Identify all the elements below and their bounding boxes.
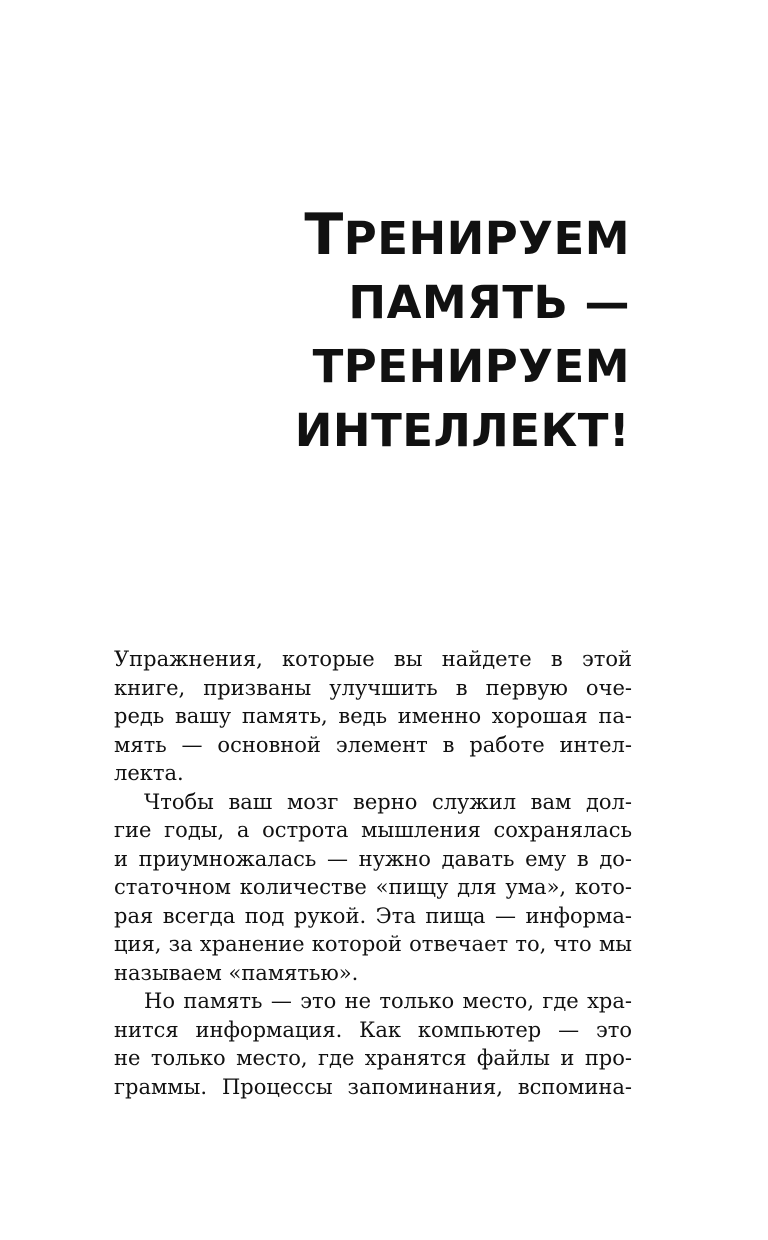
text-line: гие годы, а острота мышления сохранялась: [114, 818, 632, 842]
text-line: не только место, где хранятся файлы и про-: [114, 1046, 632, 1070]
title-line-2: ПАМЯТЬ —: [348, 276, 630, 329]
text-line: Но память — это не только место, где хра-: [144, 989, 632, 1013]
text-line: называем «памятью».: [114, 960, 359, 985]
paragraph-1: [114, 645, 632, 788]
title-line-4: ИНТЕЛЛЕКТ!: [294, 404, 630, 457]
text-line: и приумножалась — нужно давать ему в до-: [114, 846, 632, 871]
paragraph-3: [114, 987, 632, 1101]
text-line: статочном количестве «пищу для ума», кото-: [114, 875, 632, 899]
text-line: Упражнения, которые вы найдете в этой: [114, 647, 632, 671]
text-line: книге, призваны улучшить в первую оче-: [114, 675, 632, 700]
title-drop-letter: Т: [304, 202, 344, 268]
chapter-title: [110, 203, 630, 463]
title-line-1-rest: РЕНИРУЕМ: [343, 212, 630, 265]
paragraph-2: [114, 788, 632, 988]
text-line: мять — основной элемент в работе интел-: [114, 732, 632, 757]
title-line-3: ТРЕНИРУЕМ: [312, 340, 630, 393]
title-line-1: [110, 203, 630, 271]
text-line: Чтобы ваш мозг верно служил вам дол-: [144, 789, 632, 814]
body-text: [114, 645, 632, 1101]
text-line: лекта.: [114, 761, 184, 785]
text-line: ция, за хранение которой отвечает то, что мы: [114, 932, 632, 956]
text-line: редь вашу память, ведь именно хорошая па-: [114, 704, 632, 728]
text-line: рая всегда под рукой. Эта пища — информа-: [114, 903, 632, 928]
text-line: граммы. Процессы запоминания, вспомина-: [114, 1074, 632, 1099]
text-line: нится информация. Как компьютер — это: [114, 1017, 632, 1042]
